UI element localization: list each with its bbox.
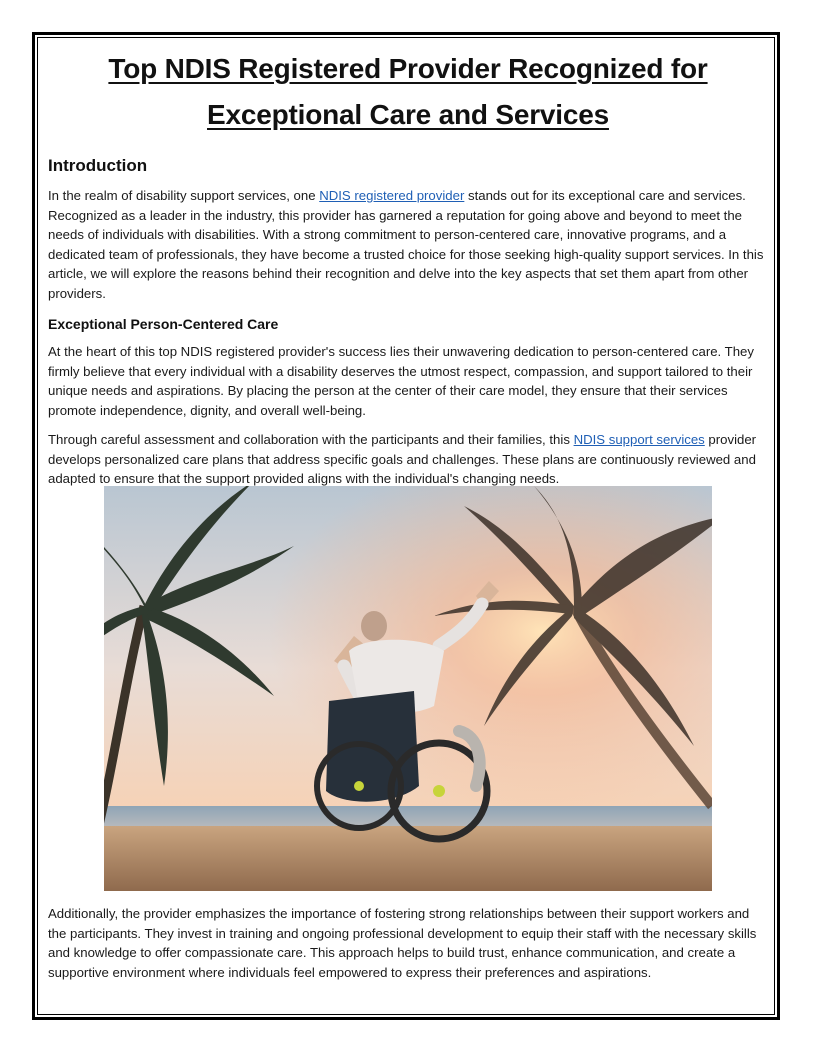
plans-text-start: Through careful assessment and collaboration with the participants and their families, this: [48, 432, 574, 447]
photo-illustration: [104, 486, 712, 891]
intro-paragraph: [48, 186, 768, 303]
ndis-registered-provider-link[interactable]: NDIS registered provider: [319, 188, 465, 203]
beach-wheelchair-photo: [104, 486, 712, 891]
relationships-paragraph: Additionally, the provider emphasizes the importance of fostering strong relationships between their support workers and the participants. They invest in training and ongoing professional development to equip their staff with the necessary skills and knowledge to offer compassionate care. This approach helps to build trust, enhance communication, and create a supportive environment where individuals feel empowered to express their preferences and aspirations.: [48, 906, 757, 980]
plans-text-end: provider develops personalized care plans that address specific goals and challenges. These plans are continuously reviewed and adapted to ensure that the support provided aligns with the individual's changing needs.: [48, 432, 757, 486]
intro-text-start: In the realm of disability support services, one: [48, 188, 320, 203]
section-heading: Exceptional Person-Centered Care: [48, 316, 279, 332]
article-title: Top NDIS Registered Provider Recognized for Exceptional Care and Services: [108, 53, 708, 130]
sand: [104, 826, 712, 891]
plans-paragraph: [48, 430, 768, 489]
intro-heading: Introduction: [48, 156, 148, 175]
care-paragraph: At the heart of this top NDIS registered provider's success lies their unwavering dedication to person-centered care. They firmly believe that every individual with a disability deserves the utmost respect, compassion, and support tailored to their unique needs and aspirations. By placing the person at the center of their care model, they ensure that their services promote independence, dignity, and overall well-being.: [48, 344, 754, 418]
intro-text-end: stands out for its exceptional care and services. Recognized as a leader in the industry, this provider has garnered a reputation for going above and beyond to meet the needs of individuals with disabilities. With a strong commitment to person-centered care, innovative programs, and a dedicated team of professionals, they have become a trusted choice for those seeking high-quality support services. In this article, we will explore the reasons behind their recognition and delve into the key aspects that set them apart from other providers.: [48, 188, 764, 301]
ndis-support-services-link[interactable]: NDIS support services: [573, 432, 705, 447]
article: [48, 46, 768, 980]
